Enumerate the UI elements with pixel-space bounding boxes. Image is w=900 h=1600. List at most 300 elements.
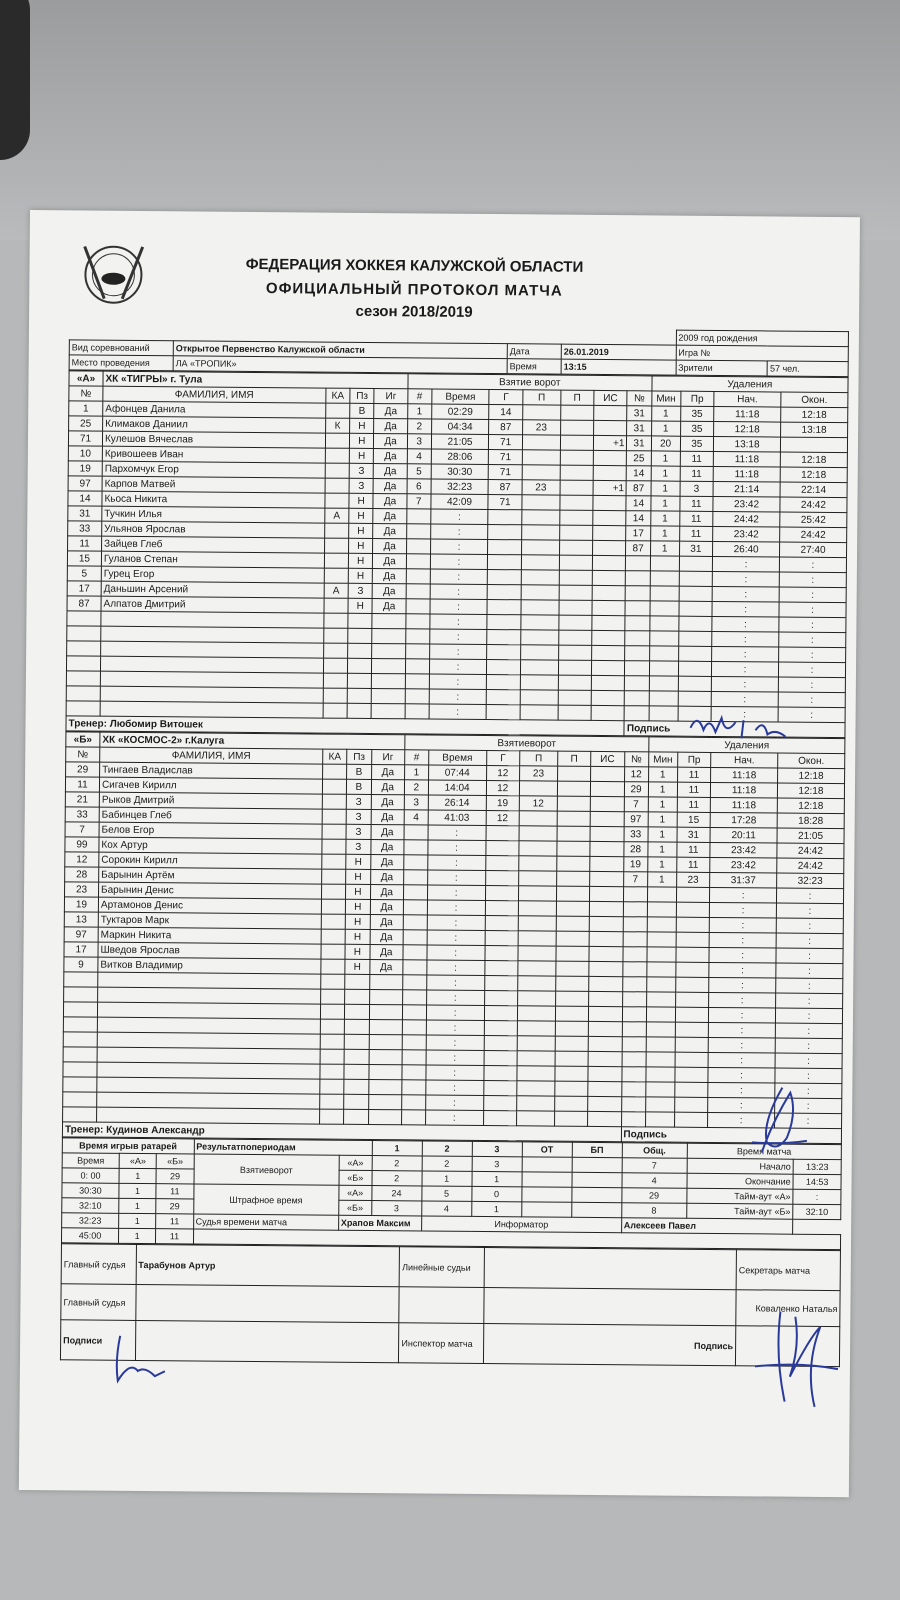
- goal-is: [593, 465, 627, 480]
- goal-t: :: [429, 689, 487, 705]
- player-name: Туктаров Марк: [98, 912, 321, 929]
- summary-value: 3: [371, 1201, 421, 1216]
- penalty-min: [646, 1037, 675, 1052]
- goal-t: :: [427, 930, 485, 946]
- player-number: [67, 641, 101, 656]
- goal-t: :: [427, 870, 485, 886]
- penalty-e: :: [778, 677, 845, 693]
- player-role: [324, 523, 348, 538]
- penalty-no: 28: [623, 842, 647, 857]
- match-time-label: Тайм-аут «Б»: [686, 1203, 793, 1219]
- match-time-label: Окончание: [687, 1173, 794, 1189]
- goal-p1: [519, 841, 557, 856]
- player-number: 12: [65, 852, 99, 867]
- player-role: [321, 974, 345, 989]
- player-played: [372, 644, 406, 659]
- penalty-e: 12:18: [778, 768, 845, 784]
- player-role: [323, 643, 347, 658]
- player-role: А: [324, 583, 348, 598]
- penalty-e: 18:28: [777, 813, 844, 829]
- goal-n: 4: [404, 810, 428, 825]
- goal-p2: [557, 781, 590, 796]
- goal-p2: [558, 645, 591, 660]
- penalty-s: 11:18: [713, 466, 780, 482]
- penalty-s: 24:42: [713, 511, 780, 527]
- col-goal-p2: П: [561, 390, 594, 405]
- player-position: З: [346, 809, 370, 824]
- penalty-min: [645, 1112, 674, 1127]
- penalty-min: [647, 902, 676, 917]
- goal-n: [406, 524, 430, 539]
- col-goal-no: #: [408, 389, 432, 404]
- player-position: З: [347, 794, 371, 809]
- penalty-s: 11:18: [714, 406, 781, 422]
- player-number: 11: [68, 536, 102, 551]
- goal-is: [590, 781, 624, 796]
- goal-p2: [555, 1006, 588, 1021]
- summary-value: 0: [472, 1186, 522, 1201]
- team-b-signature: [742, 1082, 813, 1163]
- goal-is: [589, 916, 623, 931]
- goal-g: [487, 660, 520, 675]
- goal-is: [590, 766, 624, 781]
- penalty-no: [622, 962, 646, 977]
- goal-p2: [560, 465, 593, 480]
- penalty-e: :: [779, 587, 846, 603]
- goal-n: 3: [407, 434, 431, 449]
- match-time-title: Время матча: [687, 1143, 841, 1159]
- player-name: Кох Артур: [99, 837, 322, 854]
- goal-t: :: [430, 524, 488, 540]
- penalty-min: [647, 887, 676, 902]
- player-position: [347, 673, 371, 688]
- penalty-pr: 35: [680, 421, 714, 436]
- player-number: 99: [65, 837, 99, 852]
- penalty-no: [626, 556, 650, 571]
- signature-label: Подпись: [483, 1324, 736, 1366]
- goal-n: [403, 960, 427, 975]
- goal-g: [485, 930, 518, 945]
- goal-p2: [560, 420, 593, 435]
- penalty-min: 1: [650, 511, 679, 526]
- goal-n: 5: [407, 464, 431, 479]
- penalty-s: :: [708, 1082, 775, 1098]
- penalty-s: :: [710, 902, 777, 918]
- penalty-pr: [675, 1007, 709, 1022]
- goal-p1: [517, 1051, 555, 1066]
- goal-g: [485, 885, 518, 900]
- penalty-min: 1: [651, 421, 680, 436]
- player-played: Да: [374, 419, 408, 434]
- goal-is: [592, 570, 626, 585]
- period-col: 2: [422, 1141, 472, 1156]
- penalty-e: :: [779, 602, 846, 618]
- goal-n: [403, 900, 427, 915]
- penalty-min: [650, 616, 679, 631]
- goal-n: [404, 870, 428, 885]
- penalty-min: [647, 917, 676, 932]
- penalty-s: :: [712, 661, 779, 677]
- player-name: Алпатов Дмитрий: [101, 596, 324, 613]
- penalty-s: :: [712, 586, 779, 602]
- penalty-e: :: [775, 1098, 842, 1114]
- match-time-value: 32:10: [793, 1204, 841, 1219]
- penalty-pr: [676, 887, 710, 902]
- penalty-pr: [675, 977, 709, 992]
- goalie-time-title: Время игрыв ратарей: [62, 1138, 194, 1154]
- goalie-col: «Б»: [156, 1154, 193, 1169]
- penalty-min: [649, 706, 678, 721]
- goal-t: :: [426, 1035, 484, 1051]
- birth-year: 2009 год рождения: [676, 330, 849, 347]
- goal-p2: [559, 600, 592, 615]
- goal-g: 71: [489, 450, 522, 465]
- inspector-label: Инспектор матча: [399, 1323, 484, 1364]
- player-position: Н: [349, 508, 373, 523]
- goal-p1: [517, 1081, 555, 1096]
- goal-g: [486, 826, 519, 841]
- summary-value: 24: [372, 1186, 422, 1201]
- penalty-min: [646, 1022, 675, 1037]
- player-role: [321, 944, 345, 959]
- player-played: [368, 1064, 402, 1079]
- summary-value: [522, 1157, 572, 1172]
- goal-p2: [556, 946, 589, 961]
- player-played: Да: [371, 824, 405, 839]
- player-number: [67, 611, 101, 626]
- periods-title: Результатпопериодам: [194, 1139, 372, 1156]
- player-number: [66, 686, 100, 701]
- summary-value: [522, 1187, 572, 1202]
- goal-p1: 23: [522, 420, 560, 435]
- goals-header: Взятие ворот: [408, 374, 652, 391]
- penalty-no: [622, 977, 646, 992]
- player-position: Н: [345, 959, 369, 974]
- col-pz: Пз: [347, 749, 371, 764]
- player-name: Артамонов Денис: [98, 897, 321, 914]
- penalty-s: 20:11: [710, 827, 777, 843]
- goal-g: [483, 1065, 516, 1080]
- match-time-value: 13:23: [793, 1159, 841, 1174]
- penalty-no: [622, 1037, 646, 1052]
- player-position: [348, 643, 372, 658]
- player-name: Сорокин Кирилл: [99, 852, 322, 869]
- penalty-min: [650, 556, 679, 571]
- goal-is: [588, 1021, 622, 1036]
- penalty-min: [645, 1097, 674, 1112]
- player-position: Н: [348, 568, 372, 583]
- goals-header: Взятиеворот: [405, 735, 649, 752]
- goal-p1: 12: [519, 796, 557, 811]
- goal-n: [406, 614, 430, 629]
- penalty-s: :: [709, 932, 776, 948]
- period-col: 1: [372, 1141, 422, 1156]
- goal-g: 12: [486, 811, 519, 826]
- penalty-pr: [679, 556, 713, 571]
- penalty-s: :: [709, 962, 776, 978]
- penalty-min: [646, 1067, 675, 1082]
- penalty-e: 24:42: [780, 527, 847, 543]
- goal-t: :: [427, 900, 485, 916]
- goal-g: [485, 870, 518, 885]
- goal-is: [590, 796, 624, 811]
- time-value: 13:15: [561, 359, 676, 375]
- penalty-pr: [676, 902, 710, 917]
- penalty-e: :: [775, 1053, 842, 1069]
- penalty-e: :: [776, 993, 843, 1009]
- goal-p2: [556, 901, 589, 916]
- penalty-no: [625, 646, 649, 661]
- goal-p1: [518, 901, 556, 916]
- competition-value: Открытое Первенство Калужской области: [173, 341, 507, 359]
- player-played: Да: [370, 914, 404, 929]
- coach-signature-label: Подпись: [621, 1127, 842, 1144]
- penalty-pr: [674, 1082, 708, 1097]
- goal-t: :: [429, 704, 487, 720]
- goal-p1: [517, 1006, 555, 1021]
- player-role: [323, 688, 347, 703]
- penalty-e: 12:18: [780, 452, 847, 468]
- summary-team: «Б»: [339, 1200, 372, 1215]
- goal-p1: [520, 690, 558, 705]
- penalty-min: 1: [651, 496, 680, 511]
- summary-value: [572, 1157, 622, 1172]
- penalty-pr: [678, 631, 712, 646]
- goal-p2: [558, 690, 591, 705]
- signatures-label: Подписи: [60, 1320, 135, 1361]
- penalty-e: :: [775, 1068, 842, 1084]
- player-name: Кривошеев Иван: [102, 446, 325, 463]
- goal-p1: [517, 1096, 555, 1111]
- player-name: Зайцев Глеб: [102, 536, 325, 553]
- player-number: 33: [68, 521, 102, 536]
- penalty-pr: 11: [679, 496, 713, 511]
- goal-t: :: [429, 644, 487, 660]
- goal-t: :: [426, 1065, 484, 1081]
- penalty-pr: [678, 691, 712, 706]
- penalty-no: 33: [624, 827, 648, 842]
- player-role: [319, 1109, 343, 1124]
- penalty-s: :: [711, 691, 778, 707]
- goal-g: [484, 1020, 517, 1035]
- team-tag: «А»: [69, 371, 103, 386]
- goal-t: 41:03: [428, 810, 486, 826]
- goal-n: [405, 674, 429, 689]
- player-role: [324, 553, 348, 568]
- col-goal-no: #: [405, 750, 429, 765]
- player-role: [323, 673, 347, 688]
- goal-g: [485, 945, 518, 960]
- penalty-e: :: [776, 918, 843, 934]
- goal-p2: [555, 1081, 588, 1096]
- goal-g: [487, 690, 520, 705]
- penalty-no: [621, 1067, 645, 1082]
- penalty-min: [646, 1082, 675, 1097]
- goal-g: [483, 1110, 516, 1125]
- penalty-no: [622, 992, 646, 1007]
- penalty-pr: 11: [676, 842, 710, 857]
- player-position: [347, 688, 371, 703]
- player-number: [63, 1092, 97, 1107]
- goal-t: :: [430, 584, 488, 600]
- player-played: Да: [370, 944, 404, 959]
- goal-p1: [521, 600, 559, 615]
- goal-n: [405, 689, 429, 704]
- player-number: [64, 972, 98, 987]
- penalty-e: 24:42: [777, 858, 844, 874]
- penalty-e: 27:40: [779, 542, 846, 558]
- penalty-pr: 11: [676, 857, 710, 872]
- penalty-no: [621, 1112, 645, 1127]
- penalty-min: 1: [647, 857, 676, 872]
- penalty-min: 1: [650, 541, 679, 556]
- player-name: Климаков Даниил: [103, 416, 326, 433]
- penalty-pr: [676, 917, 710, 932]
- goal-p1: [522, 435, 560, 450]
- protocol-title: ОФИЦИАЛЬНЫЙ ПРОТОКОЛ МАТЧА: [265, 280, 563, 300]
- summary-value: 4: [622, 1173, 687, 1189]
- col-pen-pr: Пр: [680, 391, 714, 406]
- goal-p2: [556, 916, 589, 931]
- goal-is: [591, 690, 625, 705]
- goal-is: [590, 811, 624, 826]
- penalty-pr: [674, 1097, 708, 1112]
- player-name: Гуланов Степан: [101, 551, 324, 568]
- goal-p2: [559, 525, 592, 540]
- referee-signature: [100, 1331, 171, 1392]
- goal-p2: [560, 510, 593, 525]
- player-played: Да: [373, 554, 407, 569]
- goal-is: [593, 510, 627, 525]
- goal-g: [487, 645, 520, 660]
- col-name: ФАМИЛИЯ, ИМЯ: [103, 386, 326, 403]
- player-role: [321, 929, 345, 944]
- goals-label: Взятиеворот: [194, 1154, 340, 1185]
- penalty-s: 11:18: [710, 797, 777, 813]
- player-role: [320, 1064, 344, 1079]
- goal-g: 12: [486, 766, 519, 781]
- goal-t: 04:34: [431, 419, 489, 435]
- penalty-no: [623, 917, 647, 932]
- penalty-no: [621, 1097, 645, 1112]
- player-name: Тингаев Владислав: [100, 762, 323, 779]
- player-role: [324, 538, 348, 553]
- goal-t: 26:14: [428, 795, 486, 811]
- player-played: Да: [371, 764, 405, 779]
- player-number: 28: [65, 867, 99, 882]
- team-b-table: [62, 731, 846, 1144]
- player-position: [344, 1034, 368, 1049]
- player-played: [369, 1034, 403, 1049]
- penalty-e: :: [779, 572, 846, 588]
- penalty-min: 1: [651, 451, 680, 466]
- goal-is: [591, 645, 625, 660]
- goal-is: [592, 600, 626, 615]
- penalty-min: [649, 676, 678, 691]
- player-number: 9: [64, 957, 98, 972]
- goal-g: [488, 510, 521, 525]
- penalty-pr: 11: [679, 526, 713, 541]
- goal-is: [591, 660, 625, 675]
- goal-t: 30:30: [431, 464, 489, 480]
- player-number: [63, 1107, 97, 1122]
- player-number: 97: [64, 927, 98, 942]
- penalty-no: [621, 1082, 645, 1097]
- goal-g: [487, 705, 520, 720]
- goal-n: [406, 554, 430, 569]
- penalty-e: 13:18: [781, 422, 848, 438]
- player-played: [369, 1019, 403, 1034]
- player-number: [63, 1032, 97, 1047]
- col-goal-is: ИС: [594, 390, 628, 405]
- info-table: [69, 324, 849, 377]
- team-name: ХК «КОСМОС-2» г.Калуга: [100, 732, 405, 750]
- penalty-no: [622, 1007, 646, 1022]
- player-number: 23: [65, 882, 99, 897]
- goal-n: [406, 569, 430, 584]
- col-ig: Иг: [371, 749, 405, 764]
- secretary-name: Коваленко Наталья: [736, 1290, 840, 1327]
- player-played: [369, 1049, 403, 1064]
- goal-p2: [560, 405, 593, 420]
- goal-is: [588, 1036, 622, 1051]
- col-goal-time: Время: [428, 750, 486, 766]
- penalty-pr: 11: [677, 767, 711, 782]
- goal-p2: [557, 826, 590, 841]
- summary-value: 4: [421, 1201, 471, 1216]
- col-goal-is: ИС: [591, 751, 625, 766]
- penalty-e: :: [775, 1008, 842, 1024]
- goal-t: :: [427, 960, 485, 976]
- player-number: 5: [67, 566, 101, 581]
- goal-t: :: [429, 674, 487, 690]
- goal-n: [406, 629, 430, 644]
- player-position: [345, 1004, 369, 1019]
- goalie-cell: 1: [119, 1213, 156, 1228]
- goal-p2: [559, 570, 592, 585]
- penalty-no: 19: [623, 857, 647, 872]
- player-position: З: [346, 824, 370, 839]
- goal-g: [487, 675, 520, 690]
- period-col: ОТ: [522, 1142, 572, 1157]
- goal-is: [593, 450, 627, 465]
- penalty-pr: 3: [680, 481, 714, 496]
- col-ka: КА: [323, 749, 347, 764]
- penalty-pr: 15: [677, 812, 711, 827]
- summary-value: [522, 1172, 572, 1187]
- penalty-min: [646, 992, 675, 1007]
- summary-value: 2: [372, 1171, 422, 1186]
- chief-referee-2-name: [135, 1284, 399, 1322]
- player-role: [322, 824, 346, 839]
- goal-is: [589, 931, 623, 946]
- player-position: Н: [349, 523, 373, 538]
- match-time-value: 14:53: [793, 1174, 841, 1189]
- player-number: [63, 1077, 97, 1092]
- penalty-e: 12:18: [777, 783, 844, 799]
- venue-value: ЛА «ТРОПИК»: [173, 356, 507, 374]
- goal-p1: [516, 1111, 554, 1126]
- goal-g: [484, 975, 517, 990]
- goal-is: [591, 630, 625, 645]
- penalty-e: 12:18: [781, 407, 848, 423]
- goal-t: :: [429, 629, 487, 645]
- goal-n: [406, 584, 430, 599]
- summary-value: 29: [622, 1188, 687, 1204]
- match-time-value: :: [793, 1189, 841, 1204]
- penalty-min: [649, 661, 678, 676]
- goal-p2: [559, 540, 592, 555]
